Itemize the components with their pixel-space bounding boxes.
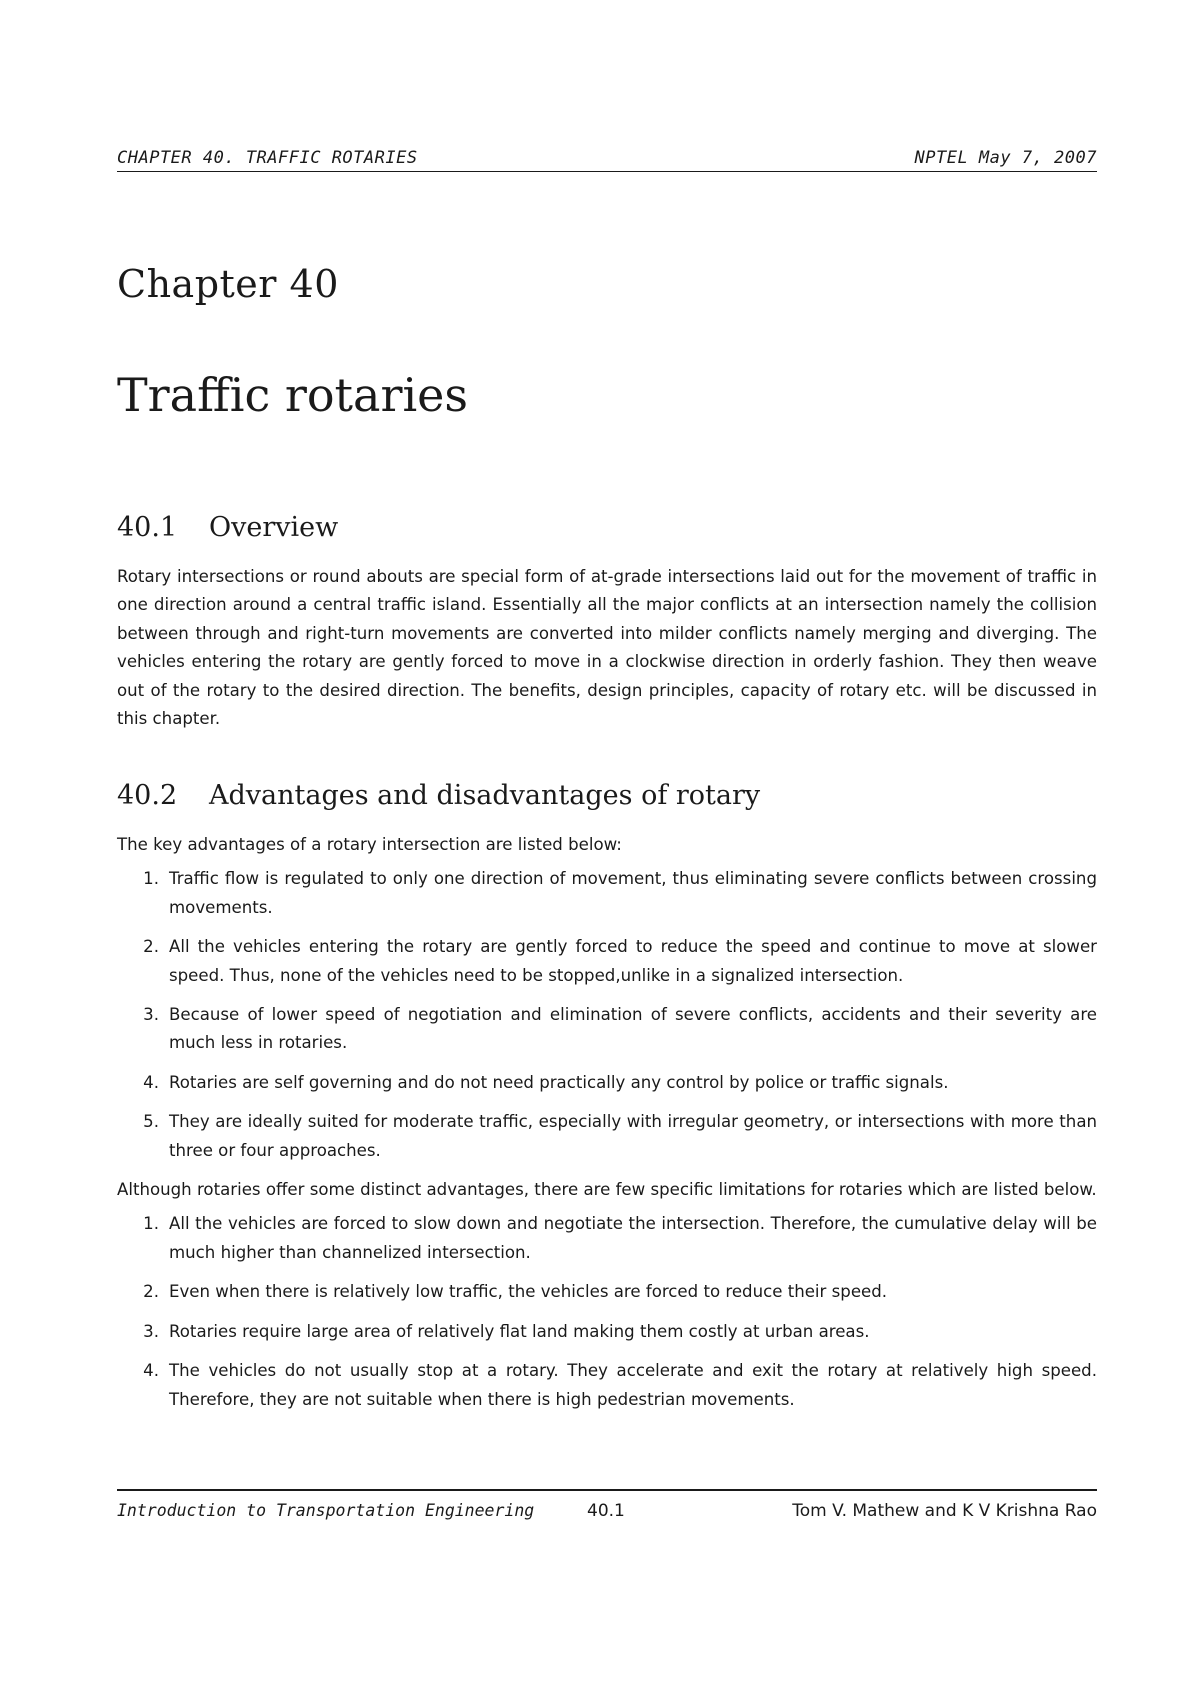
list-item-number: 1.: [143, 1214, 159, 1234]
header-chapter-title: CHAPTER 40. TRAFFIC ROTARIES: [117, 148, 418, 168]
footer-authors: Tom V. Mathew and K V Krishna Rao: [792, 1501, 1097, 1521]
section-number: 40.1: [117, 512, 178, 543]
list-item: [117, 1069, 1097, 1097]
page-number: 40.1: [587, 1501, 625, 1521]
section-overview: [117, 512, 1097, 733]
list-item: [117, 1318, 1097, 1346]
disadvantages-intro: Although rotaries offer some distinct advantages, there are few specific limitations for rotaries which are listed below.: [117, 1180, 1097, 1200]
chapter-title: Traffic rotaries: [117, 368, 468, 422]
section-title: Advantages and disadvantages of rotary: [209, 780, 761, 811]
list-item-text: All the vehicles entering the rotary are gently forced to reduce the speed and continue to move at slower speed. Thus, none of the vehicles need to be stopped,unlike in a signalized intersection.: [169, 937, 1097, 985]
list-item-number: 4.: [143, 1361, 159, 1381]
list-item: [117, 1001, 1097, 1058]
section-heading: [117, 512, 1097, 543]
list-item-text: The vehicles do not usually stop at a rotary. They accelerate and exit the rotary at relatively high speed. Therefore, they are not suitable when there is high pedestrian movements.: [169, 1361, 1097, 1409]
list-item-text: All the vehicles are forced to slow down and negotiate the intersection. Therefore, the cumulative delay will be much higher than channelized intersection.: [169, 1214, 1097, 1262]
list-item-text: They are ideally suited for moderate traffic, especially with irregular geometry, or intersections with more than three or four approaches.: [169, 1112, 1097, 1160]
list-item: [117, 1278, 1097, 1306]
section-title: Overview: [209, 512, 339, 543]
chapter-label: Chapter 40: [117, 262, 339, 306]
list-item: [117, 1210, 1097, 1267]
list-item-number: 5.: [143, 1112, 159, 1132]
list-item-text: Because of lower speed of negotiation and elimination of severe conflicts, accidents and their severity are much less in rotaries.: [169, 1005, 1097, 1053]
list-item: [117, 1108, 1097, 1165]
list-item-number: 1.: [143, 869, 159, 889]
list-item-text: Rotaries are self governing and do not need practically any control by police or traffic signals.: [169, 1072, 949, 1092]
advantages-list: [117, 865, 1097, 1165]
page: [117, 0, 1097, 1698]
list-item: [117, 933, 1097, 990]
list-item-number: 2.: [143, 1282, 159, 1302]
list-item-number: 2.: [143, 937, 159, 957]
list-item: [117, 1357, 1097, 1414]
list-item-text: Rotaries require large area of relatively flat land making them costly at urban areas.: [169, 1321, 870, 1341]
running-header: [117, 144, 1097, 172]
section-advantages-disadvantages: [117, 780, 1097, 1425]
list-item-number: 3.: [143, 1005, 159, 1025]
list-item-text: Traffic flow is regulated to only one direction of movement, thus eliminating severe conflicts between crossing movements.: [169, 869, 1097, 917]
section-heading: [117, 780, 1097, 811]
advantages-intro: The key advantages of a rotary intersection are listed below:: [117, 835, 622, 854]
footer-book-title: Introduction to Transportation Engineering: [117, 1501, 535, 1520]
list-item-number: 4.: [143, 1072, 159, 1092]
list-item: [117, 865, 1097, 922]
list-item-number: 3.: [143, 1321, 159, 1341]
overview-paragraph: Rotary intersections or round abouts are special form of at-grade intersections laid out for the movement of traffic in one direction around a central traffic island. Essentially all the major conflicts at an intersection namely the collision between through and right-turn movements are converted into milder conflicts namely merging and diverging. The vehicles entering the rotary are gently forced to move in a clockwise direction in orderly fashion. They then weave out of the rotary to the desired direction. The benefits, design principles, capacity of rotary etc. will be discussed in this chapter.: [117, 567, 1097, 729]
list-item-text: Even when there is relatively low traffic, the vehicles are forced to reduce their speed.: [169, 1282, 888, 1302]
header-source-date: NPTEL May 7, 2007: [914, 148, 1097, 168]
disadvantages-list: [117, 1210, 1097, 1413]
section-number: 40.2: [117, 780, 178, 811]
page-footer: [117, 1489, 1097, 1521]
